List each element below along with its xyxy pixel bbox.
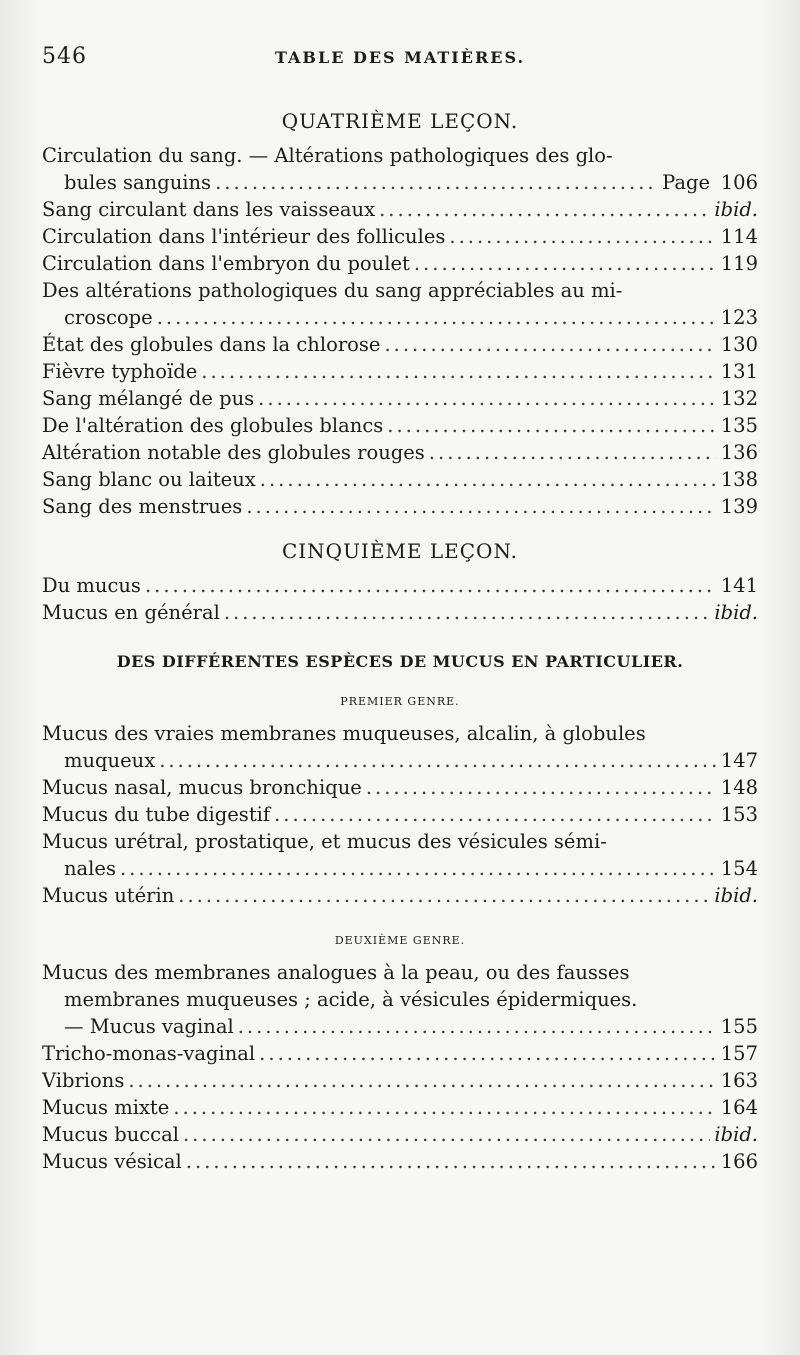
entry-line — [42, 1040, 758, 1067]
entry-title: Sang des menstrues — [42, 495, 243, 518]
lesson-title: CINQUIÈME LEÇON. — [281, 539, 519, 563]
entry-title: Circulation dans l'embryon du poulet — [42, 252, 410, 275]
dot-leader — [366, 774, 716, 801]
toc-entry — [42, 223, 758, 250]
entry-title: Mucus nasal, mucus bronchique — [42, 776, 362, 799]
entry-text-line: Circulation du sang. — Altérations pathologiques des glo- — [42, 144, 613, 167]
toc-entry — [42, 572, 758, 599]
dot-leader — [145, 572, 716, 599]
toc-entry — [42, 599, 758, 626]
page-ref: 106 — [720, 171, 758, 194]
dot-leader — [201, 358, 716, 385]
entry-line — [42, 385, 758, 412]
dot-leader — [246, 493, 716, 520]
page-ref: 139 — [720, 495, 758, 518]
toc-entry — [42, 466, 758, 493]
toc-entry — [42, 493, 758, 520]
page-ref: 132 — [720, 387, 758, 410]
entry-title: Altération notable des globules rouges — [42, 441, 425, 464]
toc-entry — [42, 774, 758, 801]
dot-leader — [173, 1094, 716, 1121]
toc-entry — [42, 385, 758, 412]
dot-leader — [215, 169, 658, 196]
entry-text-line: Mucus des vraies membranes muqueuses, alcalin, à globules — [42, 722, 646, 745]
page-ref: 147 — [720, 749, 758, 772]
page-ref: 157 — [720, 1042, 758, 1065]
entry-line — [42, 358, 758, 385]
dot-leader — [120, 855, 716, 882]
entry-title: Sang blanc ou laiteux — [42, 468, 256, 491]
page-ref: 138 — [720, 468, 758, 491]
entry-line — [42, 466, 758, 493]
entry-title: nales — [64, 857, 116, 880]
page-ref: 163 — [720, 1069, 758, 1092]
toc-entry — [42, 1040, 758, 1067]
toc-entry — [42, 882, 758, 909]
toc-entry — [42, 720, 758, 774]
entry-line — [42, 304, 758, 331]
running-title: TABLE DES MATIÈRES. — [274, 48, 526, 67]
entry-line — [42, 1067, 758, 1094]
page-ref: 114 — [720, 225, 758, 248]
toc-entry — [42, 250, 758, 277]
entry-title: bules sanguins — [64, 171, 212, 194]
entry-line — [42, 774, 758, 801]
dot-leader — [186, 1148, 716, 1175]
dot-leader — [379, 196, 710, 223]
entry-title: muqueux — [64, 749, 156, 772]
entry-line — [42, 1094, 758, 1121]
dot-leader — [259, 1040, 716, 1067]
subsection-title: DES DIFFÉRENTES ESPÈCES DE MUCUS EN PARTICULIER. — [116, 652, 684, 671]
page-number: 546 — [42, 44, 87, 69]
entry-line — [42, 599, 758, 626]
entry-title: Du mucus — [42, 574, 141, 597]
dot-leader — [384, 331, 716, 358]
entry-title: Fièvre typhoïde — [42, 360, 198, 383]
dot-leader — [183, 1121, 710, 1148]
page-ref: ibid. — [714, 198, 758, 221]
page-ref: 130 — [720, 333, 758, 356]
toc-entry — [42, 801, 758, 828]
page-header — [42, 44, 758, 74]
dot-leader — [387, 412, 716, 439]
entry-line — [42, 801, 758, 828]
page-label: Page — [662, 171, 710, 194]
toc-entry — [42, 412, 758, 439]
entry-line — [42, 747, 758, 774]
dot-leader — [128, 1067, 716, 1094]
entry-title: Sang mélangé de pus — [42, 387, 255, 410]
page-ref: ibid. — [714, 601, 758, 624]
toc-entry — [42, 1094, 758, 1121]
dot-leader — [414, 250, 716, 277]
entry-line — [42, 439, 758, 466]
entry-line — [42, 250, 758, 277]
entry-title: Mucus en général — [42, 601, 220, 624]
entry-text-line: membranes muqueuses ; acide, à vésicules épidermiques. — [64, 988, 638, 1011]
entry-title: croscope — [64, 306, 153, 329]
toc-entry — [42, 142, 758, 196]
dot-leader — [178, 882, 710, 909]
dot-leader — [260, 466, 716, 493]
toc-entry — [42, 959, 758, 1040]
dot-leader — [157, 304, 716, 331]
genre-title: PREMIER GENRE. — [340, 695, 460, 708]
entry-title: Mucus utérin — [42, 884, 175, 907]
dot-leader — [274, 801, 716, 828]
entry-title: De l'altération des globules blancs — [42, 414, 384, 437]
dot-leader — [429, 439, 716, 466]
page-ref: 141 — [720, 574, 758, 597]
toc-entry — [42, 1067, 758, 1094]
entry-line — [42, 196, 758, 223]
dot-leader — [224, 599, 711, 626]
page-ref: 131 — [720, 360, 758, 383]
entry-title: Mucus du tube digestif — [42, 803, 271, 826]
entry-title: Vibrions — [42, 1069, 125, 1092]
entry-text-line: Mucus des membranes analogues à la peau, ou des fausses — [42, 961, 630, 984]
entry-line — [42, 1121, 758, 1148]
toc-entry — [42, 358, 758, 385]
entry-line — [42, 855, 758, 882]
toc-entry — [42, 828, 758, 882]
entry-line — [42, 882, 758, 909]
table-of-contents — [42, 100, 758, 1175]
page-ref: ibid. — [714, 1123, 758, 1146]
dot-leader — [238, 1013, 716, 1040]
page-ref: 136 — [720, 441, 758, 464]
toc-entry — [42, 331, 758, 358]
dot-leader — [159, 747, 716, 774]
page-ref: 155 — [720, 1015, 758, 1038]
entry-line — [42, 1148, 758, 1175]
entry-text-line: Mucus urétral, prostatique, et mucus des vésicules sémi- — [42, 830, 607, 853]
dot-leader — [258, 385, 716, 412]
entry-title: Mucus vésical — [42, 1150, 182, 1173]
entry-title: Tricho-monas-vaginal — [42, 1042, 256, 1065]
toc-entry — [42, 1121, 758, 1148]
entry-title: Mucus mixte — [42, 1096, 170, 1119]
entry-title: Mucus buccal — [42, 1123, 179, 1146]
lesson-title: QUATRIÈME LEÇON. — [281, 109, 519, 133]
page-ref: 154 — [720, 857, 758, 880]
page-ref: 153 — [720, 803, 758, 826]
entry-title: État des globules dans la chlorose — [42, 333, 381, 356]
entry-line — [42, 223, 758, 250]
entry-title: Circulation dans l'intérieur des follicules — [42, 225, 446, 248]
entry-text-line: Des altérations pathologiques du sang appréciables au mi- — [42, 279, 623, 302]
page-ref: 135 — [720, 414, 758, 437]
page-ref: 148 — [720, 776, 758, 799]
entry-line — [42, 331, 758, 358]
entry-line — [42, 572, 758, 599]
toc-entry — [42, 1148, 758, 1175]
toc-entry — [42, 439, 758, 466]
entry-line — [42, 169, 758, 196]
page-ref: 119 — [720, 252, 758, 275]
entry-line — [42, 1013, 758, 1040]
entry-line — [42, 493, 758, 520]
dot-leader — [449, 223, 716, 250]
toc-entry — [42, 196, 758, 223]
page-ref: 164 — [720, 1096, 758, 1119]
page-ref: 166 — [720, 1150, 758, 1173]
entry-line — [42, 412, 758, 439]
page-ref: ibid. — [714, 884, 758, 907]
genre-title: DEUXIÈME GENRE. — [334, 934, 466, 947]
toc-entry — [42, 277, 758, 331]
entry-title: Sang circulant dans les vaisseaux — [42, 198, 376, 221]
page-ref: 123 — [720, 306, 758, 329]
entry-title: — Mucus vaginal — [64, 1015, 234, 1038]
